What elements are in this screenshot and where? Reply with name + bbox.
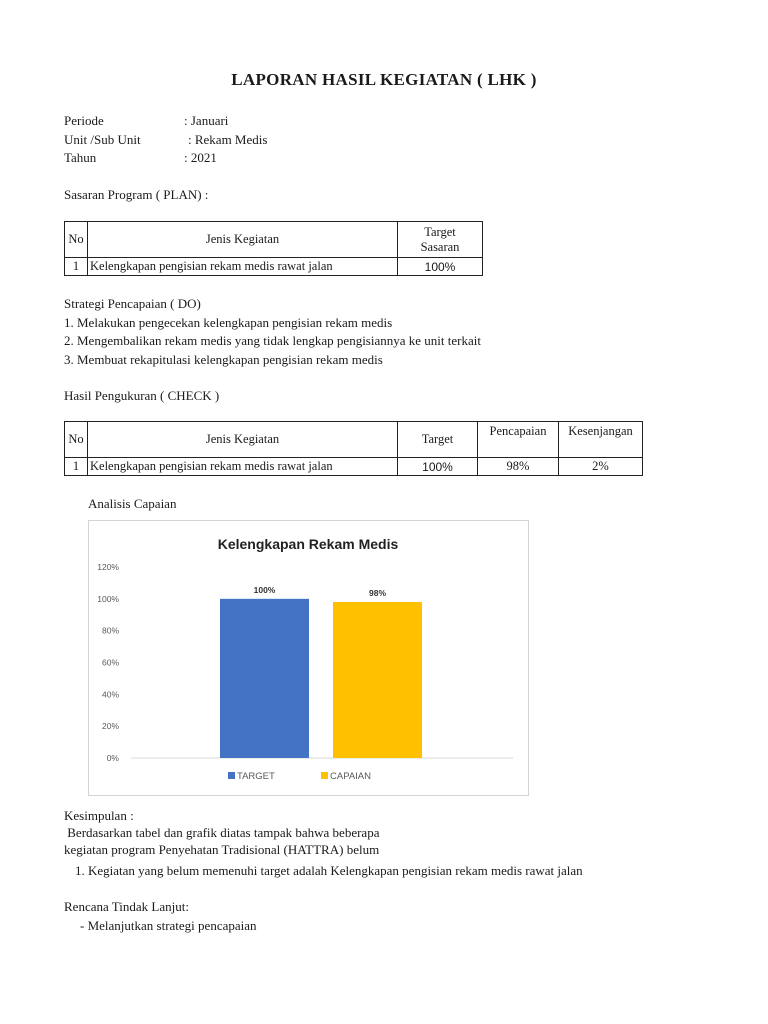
check-row-target: 100% (398, 458, 478, 476)
followup-heading: Rencana Tindak Lanjut: (64, 899, 189, 914)
y-tick-label: 60% (101, 657, 119, 668)
chart-title: Kelengkapan Rekam Medis (217, 536, 399, 552)
y-tick-label: 0% (106, 753, 119, 763)
plan-header-target (398, 222, 483, 258)
check-heading: Hasil Pengukuran ( CHECK ) (64, 388, 220, 403)
do-item-2: 2. Mengembalikan rekam medis yang tidak lengkap pengisiannya ke unit terkait (64, 333, 481, 348)
bar-target (220, 599, 309, 758)
check-header-kegiatan: Jenis Kegiatan (88, 422, 398, 458)
bar-capaian (333, 602, 422, 758)
plan-header-kegiatan: Jenis Kegiatan (88, 222, 398, 258)
y-tick-label: 120% (97, 562, 119, 572)
conclusion-item-1: 1. Kegiatan yang belum memenuhi target adalah Kelengkapan pengisian rekam medis rawat jalan (75, 863, 583, 878)
plan-heading: Sasaran Program ( PLAN) : (64, 187, 209, 202)
report-title: LAPORAN HASIL KEGIATAN ( LHK ) (231, 70, 537, 89)
do-heading: Strategi Pencapaian ( DO) (64, 296, 201, 311)
check-row-kegiatan: Kelengkapan pengisian rekam medis rawat jalan (88, 458, 398, 476)
plan-table (64, 221, 483, 276)
periode-value: : Januari (184, 113, 229, 128)
analysis-label: Analisis Capaian (88, 496, 177, 511)
plan-header-target-line2: Sasaran (420, 239, 460, 254)
unit-label: Unit /Sub Unit (64, 132, 141, 147)
y-tick-label: 80% (101, 625, 119, 636)
conclusion-line-2: kegiatan program Penyehatan Tradisional (HATTRA) belum (64, 842, 380, 857)
y-tick-label: 20% (101, 721, 119, 732)
conclusion-heading: Kesimpulan : (64, 808, 134, 823)
periode-label: Periode (64, 113, 104, 128)
plan-row-target: 100% (398, 258, 483, 276)
data-label-capaian: 98% (368, 588, 387, 599)
check-header-target: Target (398, 422, 478, 458)
unit-value: : Rekam Medis (188, 132, 268, 147)
legend-label-target: TARGET (237, 771, 275, 782)
tahun-value: : 2021 (184, 150, 217, 165)
y-tick-label: 40% (101, 689, 119, 700)
legend-swatch-target (228, 772, 235, 779)
chart-legend (228, 771, 371, 782)
check-header-row (65, 422, 643, 458)
plan-row-kegiatan: Kelengkapan pengisian rekam medis rawat jalan (88, 258, 398, 276)
check-row-pencapaian: 98% (478, 458, 559, 476)
y-tick-label: 100% (97, 593, 119, 604)
data-label-target: 100% (253, 584, 276, 595)
legend-label-capaian: CAPAIAN (330, 771, 372, 782)
plan-header-no: No (65, 222, 88, 258)
plan-header-row (65, 222, 483, 258)
check-header-pencapaian: Pencapaian (478, 422, 559, 458)
do-item-3: 3. Membuat rekapitulasi kelengkapan pengisian rekam medis (64, 352, 383, 367)
conclusion-line-1: Berdasarkan tabel dan grafik diatas tampak bahwa beberapa (64, 825, 380, 840)
followup-item-1: - Melanjutkan strategi pencapaian (80, 918, 257, 933)
tahun-label: Tahun (64, 150, 97, 165)
bar-chart (88, 520, 529, 796)
check-header-no: No (65, 422, 88, 458)
table-row (65, 458, 643, 476)
plan-header-target-line1: Target (424, 224, 456, 239)
check-table (64, 421, 643, 476)
table-row (65, 258, 483, 276)
check-row-no: 1 (65, 458, 88, 476)
bars (220, 585, 422, 758)
do-item-1: 1. Melakukan pengecekan kelengkapan pengisian rekam medis (64, 315, 393, 330)
check-header-kesenjangan: Kesenjangan (559, 422, 643, 458)
chart-svg (89, 521, 528, 795)
plan-row-no: 1 (65, 258, 88, 276)
legend-swatch-capaian (321, 772, 328, 779)
check-row-kesenjangan: 2% (559, 458, 643, 476)
y-axis-ticks (97, 562, 119, 763)
